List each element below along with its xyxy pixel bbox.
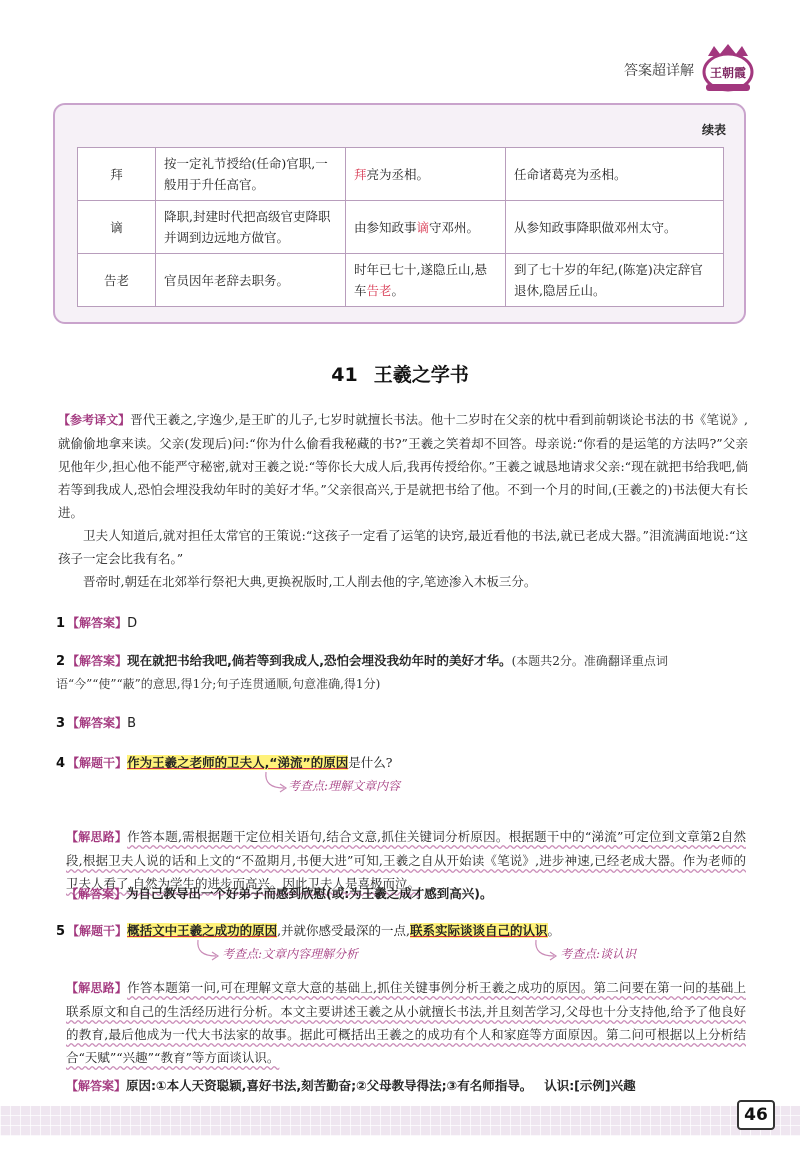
- meaning-cell: 官员因年老辞去职务。: [156, 254, 346, 307]
- example-cell: 由参知政事谪守邓州。: [346, 201, 506, 254]
- question-2-answer: 2 【解答案】现在就把书给我吧,倘若等到我成人,恐怕会埋没我幼年时的美好才华。(本题共2分。准确翻译重点词语“今”“使”“蔽”的意思,得1分;句子连贯通顺,句意准确,得1分): [56, 653, 668, 691]
- meaning-cell: 按一定礼节授给(任命)官职,一般用于升任高官。: [156, 148, 346, 201]
- page-number: 46: [737, 1100, 775, 1130]
- question-4-approach: 【解思路】作答本题,需根据题干定位相关语句,结合文意,抓住关键词分析原因。根据题干中的“涕流”可定位到文章第2自然段,根据卫夫人说的话和上文的“不盈期月,书便大进”可知,王羲之自从开始读《笔说》,进步神速,已经老成大器。作为老师的卫夫人看了,自然为学生的进步而高兴。因此卫夫人是喜极而泣。: [66, 829, 746, 891]
- vocab-table: [77, 147, 724, 307]
- translation-cell: 到了七十岁的年纪,(陈寔)决定辞官退休,隐居丘山。: [506, 254, 724, 307]
- translation-paragraph: 【参考译文】晋代王羲之,字逸少,是王旷的儿子,七岁时就擅长书法。他十二岁时在父亲的枕中看到前朝谈论书法的书《笔说》,就偷偷地拿来读。父亲(发现后)问:“你为什么偷看我秘藏的书?”王羲之笑着却不回答。母亲说:“你看的是运笔的方法吗?”父亲见他年少,担心他不能严守秘密,就对王羲之说:“等你长大成人后,我再传授给你。”王羲之诚恳地请求父亲:“现在就把书给我吧,倘若等到我成人,恐怕会埋没我幼年时的美好才华。”父亲很高兴,于是就把书给了他。不到一个月的时间,(王羲之的)书法便大有长进。: [58, 412, 748, 520]
- question-1-answer: 1 【解答案】D: [56, 616, 138, 631]
- term-cell: 拜: [78, 148, 156, 201]
- term-cell: 告老: [78, 254, 156, 307]
- table-row: [78, 254, 724, 307]
- question-5-stem: 5 【解题干】概括文中王羲之成功的原因,并就你感受最深的一点,联系实际谈谈自己的认识。: [56, 923, 561, 939]
- reference-translation: [58, 408, 748, 593]
- checkpoint-arrow-icon: [532, 938, 562, 968]
- table-continued-label: 续表: [701, 123, 726, 137]
- question-5-answer: 【解答案】原因:①本人天资聪颖,喜好书法,刻苦勤奋;②父母教导得法;③有名师指导。 认识:[示例]兴趣: [66, 1078, 636, 1093]
- section-number: 41: [331, 364, 358, 386]
- logo-text: 王朝霞: [709, 66, 747, 80]
- translation-cell: 从参知政事降职做邓州太守。: [506, 201, 724, 254]
- header-title: 答案超详解: [624, 63, 694, 79]
- question-3-answer: 3 【解答案】B: [56, 716, 136, 731]
- question-4-answer: 【解答案】为自己教导出一个好弟子而感到欣慰(或:为王羲之成才感到高兴)。: [66, 886, 493, 901]
- checkpoint-arrow-icon: [194, 938, 224, 968]
- meaning-cell: 降职,封建时代把高级官吏降职并调到边远地方做官。: [156, 201, 346, 254]
- vocab-table-box: [53, 103, 746, 324]
- question-5-approach: 【解思路】作答本题第一问,可在理解文章大意的基础上,抓住关键事例分析王羲之成功的原因。第二问要在第一问的基础上联系原文和自己的生活经历进行分析。本文主要讲述王羲之从小就擅长书法,并且刻苦学习,父母也十分支持他,给予了他良好的教育,最后他成为一代大书法家的故事。据此可概括出王羲之的成功有个人和家庭等方面原因。第二问可根据以上分析结合“天赋”“兴趣”“教育”等方面谈认识。: [66, 980, 746, 1065]
- question-4-stem: 4 【解题干】作为王羲之老师的卫夫人,“涕流”的原因是什么?: [56, 755, 393, 771]
- table-row: [78, 201, 724, 254]
- footer-band: [0, 1106, 800, 1136]
- checkpoint-label: 考查点:理解文章内容: [288, 779, 401, 793]
- translation-paragraph: 卫夫人知道后,就对担任太常官的王策说:“这孩子一定看了运笔的诀窍,最近看他的书法,就已老成大器。”泪流满面地说:“这孩子一定会比我有名。”: [58, 528, 748, 566]
- example-cell: 时年已七十,遂隐丘山,悬车告老。: [346, 254, 506, 307]
- translation-cell: 任命诸葛亮为丞相。: [506, 148, 724, 201]
- translation-paragraph: 晋帝时,朝廷在北郊举行祭祀大典,更换祝版时,工人削去他的字,笔迹渗入木板三分。: [83, 574, 537, 589]
- term-cell: 谪: [78, 201, 156, 254]
- publisher-logo: [700, 42, 756, 94]
- section-title: [0, 360, 800, 387]
- example-cell: 拜亮为丞相。: [346, 148, 506, 201]
- checkpoint-label: 考查点:谈认识: [560, 947, 637, 961]
- checkpoint-label: 考查点:文章内容理解分析: [222, 947, 359, 961]
- translation-tag: 【参考译文】: [58, 413, 131, 427]
- table-row: [78, 148, 724, 201]
- section-title-text: 王羲之学书: [373, 364, 469, 386]
